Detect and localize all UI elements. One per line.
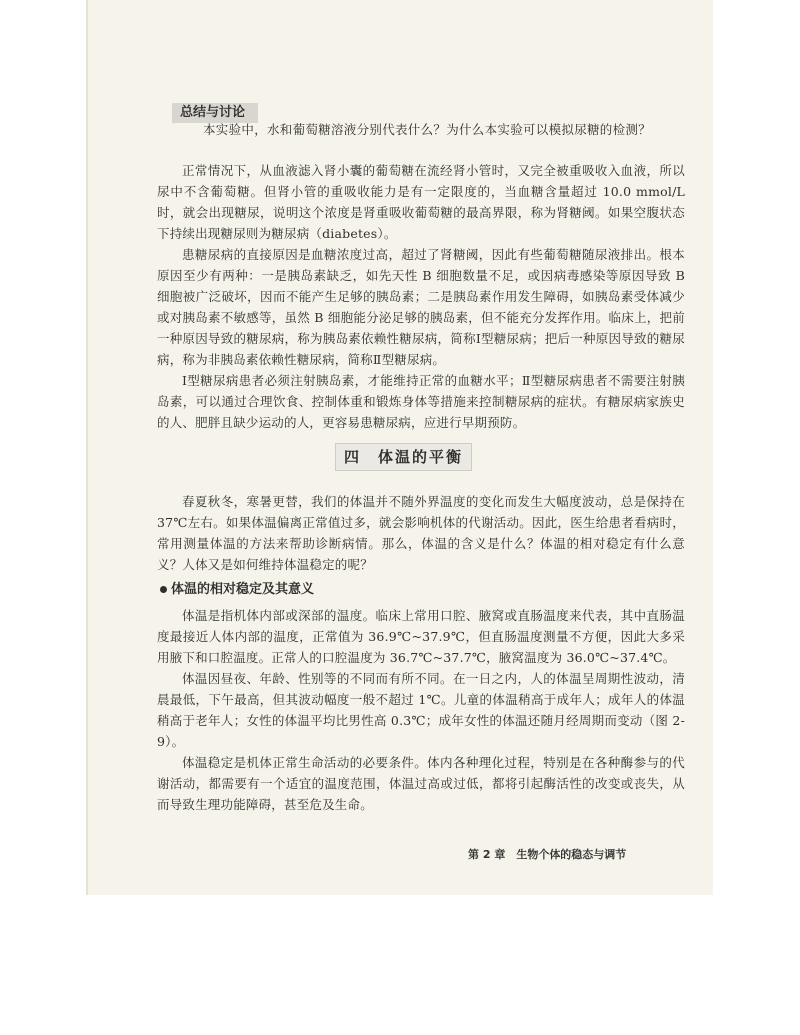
summary-title: 总结与讨论	[172, 103, 258, 123]
paragraph-body-temperature-intro: 春夏秋冬，寒暑更替，我们的体温并不随外界温度的变化而发生大幅度波动，总是保持在37℃左右。如果体温偏离正常值过多，就会影响机体的代谢活动。因此，医生给患者看病时，常用测量体温的方法来帮助诊断病情。那么，体温的含义是什么？体温的相对稳定有什么意义？人体又是如何维持体温稳定的呢？	[157, 494, 685, 572]
paragraph-diabetes-treatment: Ⅰ型糖尿病患者必须注射胰岛素，才能维持正常的血糖水平；Ⅱ型糖尿病患者不需要注射胰岛素，可以通过合理饮食、控制体重和锻炼身体等措施来控制糖尿病的症状。有糖尿病家族史的人、肥胖且缺少运动的人，更容易患糖尿病，应进行早期预防。	[157, 373, 685, 430]
subheading-text: 体温的相对稳定及其意义	[171, 582, 315, 597]
page-footer: 第 2 章 生物个体的稳态与调节	[468, 848, 627, 861]
section-heading: 四 体温的平衡	[335, 443, 472, 471]
paragraph-temperature-variation: 体温因昼夜、年龄、性别等的不同而有所不同。在一日之内，人的体温呈周期性波动，清晨最低，下午最高，但其波动幅度一般不超过 1℃。儿童的体温稍高于成年人；成年人的体温稍高于老年人；女性的体温平均比男性高 0.3℃；成年女性的体温还随月经周期而变动（图 2-9）。	[157, 671, 685, 749]
summary-question: 本实验中，水和葡萄糖溶液分别代表什么？为什么本实验可以模拟尿糖的检测？	[203, 122, 652, 137]
bullet-icon	[160, 586, 167, 593]
subheading	[160, 578, 314, 597]
paragraph-diabetes-causes: 患糖尿病的直接原因是血糖浓度过高，超过了肾糖阈，因此有些葡萄糖随尿液排出。根本原因至少有两种：一是胰岛素缺乏，如先天性 B 细胞数量不足，或因病毒感染等原因导致 B 细胞被广泛破坏，因而不能产生足够的胰岛素；二是胰岛素作用发生障碍，如胰岛素受体减少或对胰岛素不敏感等，虽然 B 细胞能分泌足够的胰岛素，但不能充分发挥作用。临床上，把前一种原因导致的糖尿病，称为胰岛素依赖性糖尿病，简称Ⅰ型糖尿病；把后一种原因导致的糖尿病，称为非胰岛素依赖性糖尿病，简称Ⅱ型糖尿病。	[157, 247, 685, 367]
paragraph-temperature-stability: 体温稳定是机体正常生命活动的必要条件。体内各种理化过程，特别是在各种酶参与的代谢活动，都需要有一个适宜的温度范围，体温过高或过低，都将引起酶活性的改变或丧失，从而导致生理功能障碍，甚至危及生命。	[157, 755, 685, 812]
paragraph-temperature-definition: 体温是指机体内部或深部的温度。临床上常用口腔、腋窝或直肠温度来代表，其中直肠温度最接近人体内部的温度，正常值为 36.9℃~37.9℃，但直肠温度测量不方便，因此大多采用腋下和口腔温度。正常人的口腔温度为 36.7℃~37.7℃，腋窝温度为 36.0℃~37.4℃。	[157, 608, 685, 665]
paragraph-renal-threshold: 正常情况下，从血液滤入肾小囊的葡萄糖在流经肾小管时，又完全被重吸收入血液，所以尿中不含葡萄糖。但肾小管的重吸收能力是有一定限度的，当血糖含量超过 10.0 mmol/L 时，就会出现糖尿，说明这个浓度是肾重吸收葡萄糖的最高界限，称为肾糖阈。如果空腹状态下持续出现糖尿则为糖尿病（diabetes）。	[157, 163, 685, 241]
